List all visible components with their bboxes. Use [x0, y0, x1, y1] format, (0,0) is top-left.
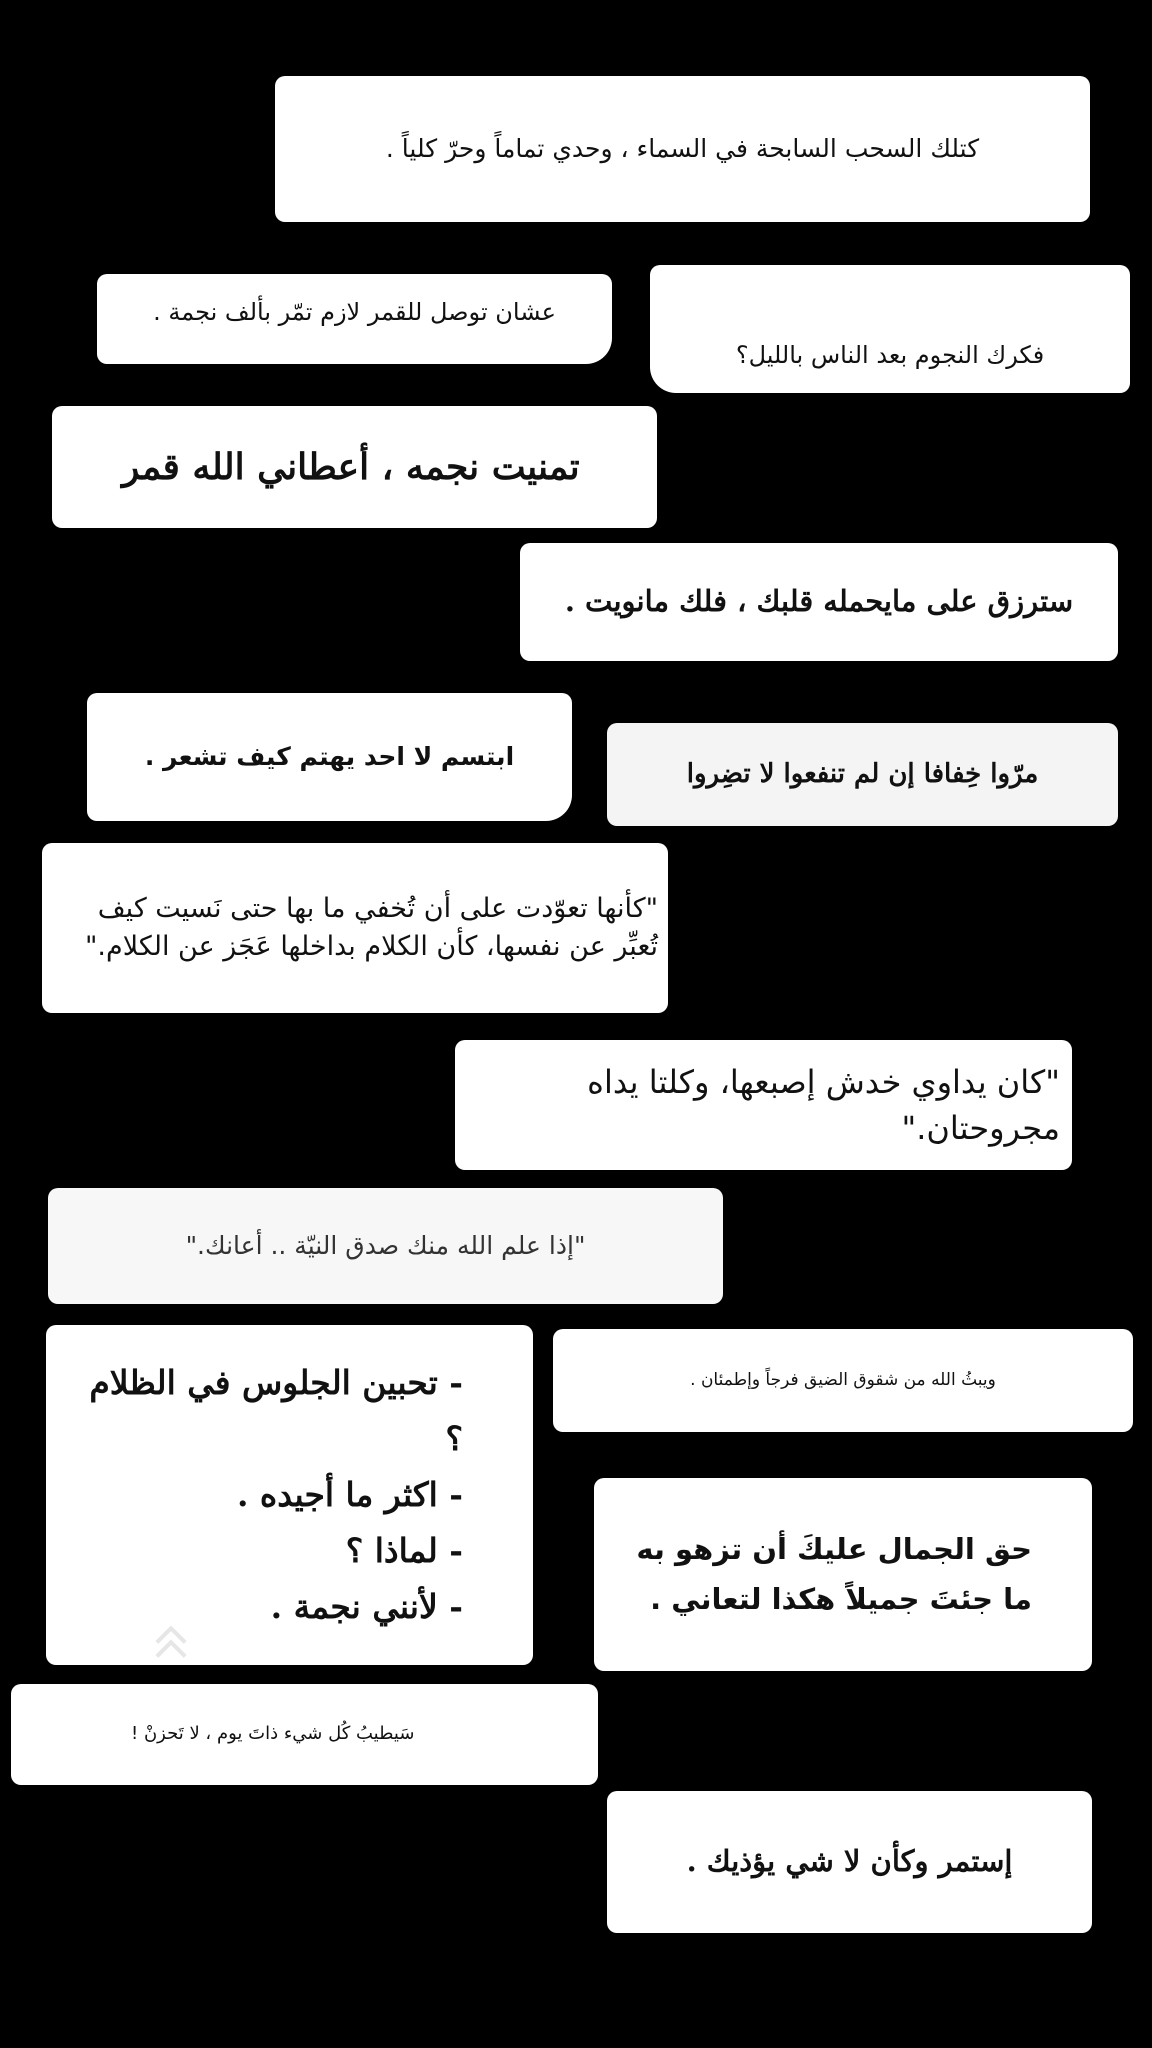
quote-text: ويبثُ الله من شقوق الضيق فرجاً وإطمئان . [690, 1370, 996, 1391]
quote-card-clouds [275, 76, 1090, 222]
quote-card-provision [520, 543, 1118, 661]
quote-card-relief [553, 1329, 1133, 1432]
dialogue-line: - تحبين الجلوس في الظلام ؟ [89, 1362, 463, 1458]
dialogue-line: - لأنني نجمة . [270, 1587, 463, 1627]
quote-text: ابتسم لا احد يهتم كيف تشعر . [144, 742, 515, 772]
quote-card-keep-going [607, 1791, 1092, 1933]
quote-card-dialogue-star [46, 1325, 533, 1665]
quote-text: "كأنها تعوّدت على أن تُخفي ما بها حتى نَسيت كيف تُعبِّر عن نفسها، كأن الكلام بداخلها عَجَز عن الكلام." [85, 892, 658, 962]
quote-card-beauty [594, 1478, 1092, 1671]
quote-card-words [42, 843, 668, 1013]
quote-text: سَيطيبُ كُل شيء ذاتَ يوم ، لا تَحزنْ ! [131, 1723, 415, 1745]
quote-text: "إذا علم الله منك صدق النيّة .. أعانك." [185, 1231, 586, 1261]
quote-text: "كان يداوي خدش إصبعها، وكلتا يداه مجروحتان." [587, 1062, 1060, 1147]
quote-text: إستمر وكأن لا شي يؤذيك . [686, 1844, 1013, 1879]
quote-card-stars-night [650, 265, 1130, 393]
poem-line: حق الجمال عليكَ أن تزهو به [636, 1532, 1032, 1567]
quote-card-all-will-heal [11, 1684, 598, 1785]
poem-line: ما جئتَ جميلاً هكذا لتعاني . [650, 1581, 1032, 1616]
quote-text: مرّوا خِفافا إن لم تنفعوا لا تضِروا [686, 758, 1039, 789]
quote-text: كتلك السحب السابحة في السماء ، وحدي تماماً وحرّ كلياً . [385, 134, 980, 164]
quote-card-sincere-intention [48, 1188, 723, 1304]
dialogue-line: - لماذا ؟ [345, 1531, 463, 1571]
dialogue-line: - اكثر ما أجيده . [236, 1474, 463, 1514]
quote-card-wished-star [52, 406, 657, 528]
quote-card-moon-thousand-stars [97, 274, 612, 364]
quote-card-smile [87, 693, 572, 821]
quote-text: عشان توصل للقمر لازم تمّر بألف نجمة . [153, 298, 556, 326]
quote-card-wounded-hands [455, 1040, 1072, 1170]
quote-text: سترزق على مايحمله قلبك ، فلك مانويت . [564, 584, 1074, 619]
quote-text: تمنيت نجمه ، أعطاني الله قمر [122, 445, 580, 488]
quote-card-pass-lightly [607, 723, 1118, 826]
quote-text: فكرك النجوم بعد الناس بالليل؟ [735, 340, 1045, 369]
chevron-up-icon[interactable] [152, 1624, 194, 1664]
